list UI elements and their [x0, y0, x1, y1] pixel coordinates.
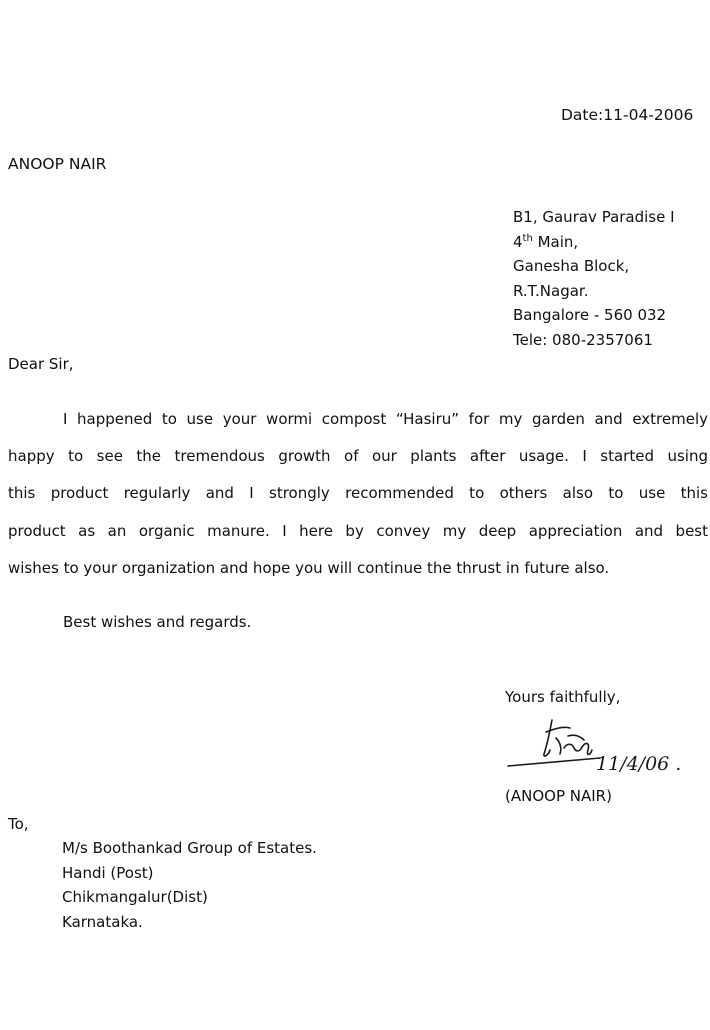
recipient-line-1: M/s Boothankad Group of Estates.	[62, 839, 317, 857]
to-label: To,	[8, 815, 29, 833]
address-line-3: Ganesha Block,	[513, 257, 630, 276]
letter-body	[8, 401, 708, 587]
sender-name: ANOOP NAIR	[8, 155, 107, 173]
recipient-address	[62, 836, 317, 934]
address-line-1: B1, Gaurav Paradise I	[513, 208, 675, 226]
address-line-2	[513, 230, 675, 255]
body-line: this product regularly and I strongly recommended to others also to use this	[8, 484, 708, 503]
closing-line: Best wishes and regards.	[63, 613, 252, 631]
salutation: Dear Sir,	[8, 355, 74, 373]
address-phone: Tele: 080-2357061	[513, 330, 653, 349]
letter-date: Date:11-04-2006	[561, 106, 694, 124]
address-ordinal-suffix: th	[522, 232, 533, 244]
address-line-4: R.T.Nagar.	[513, 281, 589, 300]
recipient-line-4: Karnataka.	[62, 912, 143, 931]
valediction: Yours faithfully,	[505, 688, 621, 706]
body-line: product as an organic manure. I here by convey my deep appreciation and best	[8, 521, 708, 540]
recipient-line-2: Handi (Post)	[62, 863, 154, 882]
body-line: wishes to your organization and hope you will continue the thrust in future also.	[8, 558, 610, 577]
signed-name: (ANOOP NAIR)	[505, 787, 612, 805]
handwritten-signature	[504, 712, 700, 778]
body-line: I happened to use your wormi compost “Hasiru” for my garden and extremely	[63, 410, 708, 428]
sender-address	[513, 205, 675, 353]
address-line-5: Bangalore - 560 032	[513, 306, 667, 325]
address-street: Main,	[532, 232, 579, 251]
signature-date: 11/4/06 .	[596, 753, 682, 775]
body-line: happy to see the tremendous growth of our plants after usage. I started using	[8, 447, 708, 466]
recipient-line-3: Chikmangalur(Dist)	[62, 888, 208, 906]
address-ordinal: 4	[513, 232, 523, 251]
